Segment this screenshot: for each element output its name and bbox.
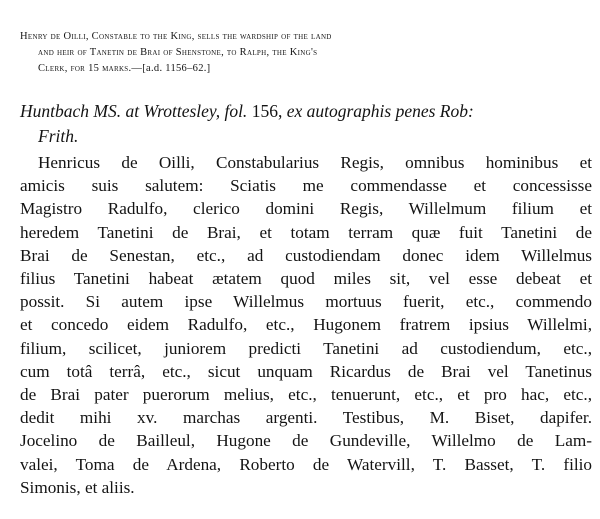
source-line-2: Frith. (38, 126, 79, 146)
charter-line: dedit mihi xv. marchas argenti. Testibus, M. Biset, dapifer. (20, 408, 592, 428)
charter-line: Brai de Senestan, etc., ad custodiendam donec idem Willelmus (20, 245, 592, 265)
source-line-1 (20, 99, 592, 124)
source-citation (20, 99, 592, 149)
charter-line: et concedo eidem Radulfo, etc., Hugonem fratrem ipsius Willelmi, (20, 315, 592, 335)
heading-line-2: and heir of Tanetin de Brai of Shenstone, to Ralph, the King's (38, 47, 318, 58)
charter-line: possit. Si autem ipse Willelmus mortuus fuerit, etc., commendo (20, 292, 592, 312)
charter-line: valei, Toma de Ardena, Roberto de Watervill, T. Basset, T. filio (20, 454, 592, 474)
heading-line-3-text: Clerk, for 15 marks.— (38, 63, 143, 74)
charter-line: heredem Tanetini de Brai, et totam terram quæ fuit Tanetini de (20, 222, 592, 242)
charter-line: de Brai pater puerorum melius, etc., tenuerunt, etc., et pro hac, etc., (20, 385, 592, 405)
charter-line: Jocelino de Bailleul, Hugone de Gundeville, Willelmo de Lam- (20, 431, 592, 451)
source-folio: 156, (247, 101, 287, 121)
source-manuscript: Huntbach MS. at Wrottesley, fol. (20, 101, 248, 121)
heading-line-3 (20, 61, 588, 77)
heading-line-1: Henry de Oilli, Constable to the King, sells the wardship of the land (20, 31, 332, 42)
charter-heading (20, 29, 588, 77)
heading-date: [a.d. 1156–62.] (142, 63, 211, 74)
charter-line: Simonis, et aliis. (20, 477, 135, 497)
charter-line: Magistro Radulfo, clerico domini Regis, Willelmum filium et (20, 199, 592, 219)
charter-text (20, 151, 592, 499)
charter-line: Henricus de Oilli, Constabularius Regis, omnibus hominibus et (38, 153, 592, 172)
charter-line: cum totâ terrâ, etc., sicut unquam Ricardus de Brai vel Tanetinus (20, 361, 592, 381)
source-provenance: ex autographis penes Rob: (286, 101, 474, 121)
charter-line: filius Tanetini habeat ætatem quod miles sit, vel esse debeat et (20, 269, 592, 289)
charter-line: amicis suis salutem: Sciatis me commendasse et concessisse (20, 176, 592, 196)
charter-line: filium, scilicet, juniorem predicti Tanetini ad custodiendum, etc., (20, 338, 592, 358)
